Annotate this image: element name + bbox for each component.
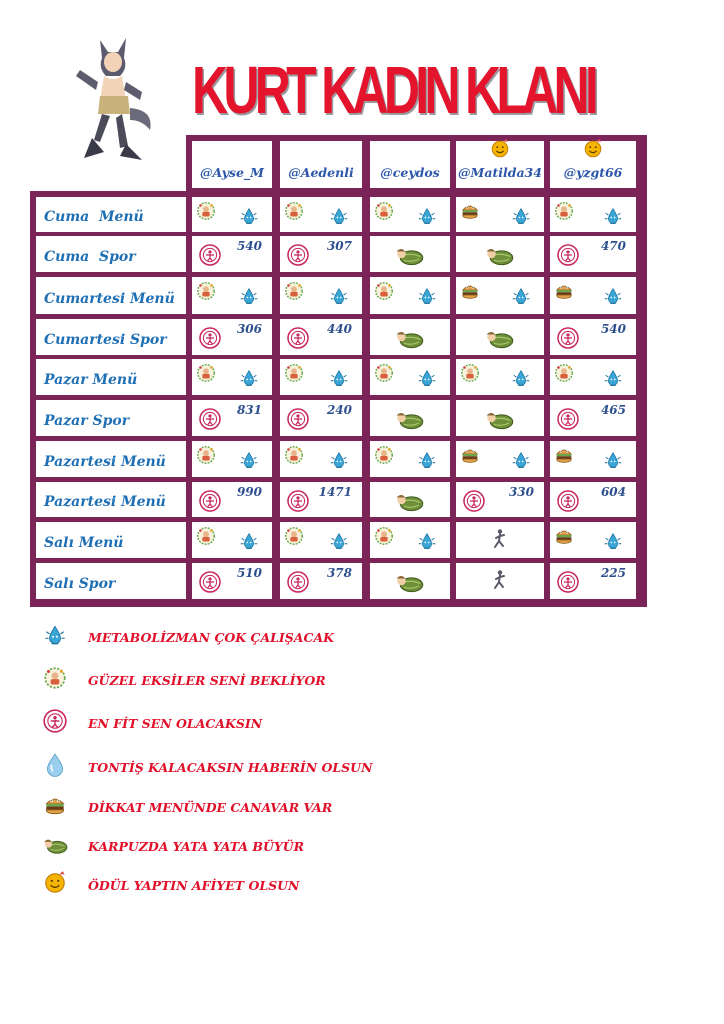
row-label-text: Cuma Menü (44, 209, 144, 225)
water-drop-icon (510, 205, 532, 227)
veggie-plate-icon (195, 525, 217, 547)
veggie-plate-icon (195, 280, 217, 302)
veggie-plate-icon (373, 280, 395, 302)
score-value: 604 (600, 485, 626, 499)
score-value: 540 (236, 239, 262, 253)
veggie-plate-icon (195, 200, 217, 222)
water-drop-icon (416, 367, 438, 389)
burger-monster-icon (459, 280, 481, 302)
table-cell (280, 197, 362, 232)
water-drop-icon (238, 530, 260, 552)
running-figure-icon (488, 527, 512, 551)
burger-monster-icon (42, 792, 68, 818)
table-cell (370, 319, 450, 355)
veggie-plate-icon (195, 362, 217, 384)
table-cell (192, 236, 272, 272)
veggie-plate-icon (195, 444, 217, 466)
legend-text: DİKKAT MENÜNDE CANAVAR VAR (88, 800, 333, 815)
table-cell (456, 236, 544, 272)
veggie-plate-icon (373, 362, 395, 384)
row-label-text: Pazar Spor (44, 413, 130, 429)
table-cell (456, 441, 544, 477)
score-value: 440 (326, 322, 352, 336)
row-label-text: Salı Spor (44, 576, 116, 592)
fitness-stamp-icon (556, 326, 580, 350)
table-cell (280, 319, 362, 355)
sleeping-melon-icon (394, 485, 424, 515)
table-cell (370, 277, 450, 314)
burger-monster-icon (459, 444, 481, 466)
table-cell (550, 236, 636, 272)
table-cell (456, 319, 544, 355)
score-value: 990 (236, 485, 262, 499)
member-name: @ceydos (380, 165, 440, 180)
score-value: 465 (600, 403, 626, 417)
award-icon (489, 138, 511, 160)
table-cell (550, 319, 636, 355)
row-label-text: Cuma Spor (44, 249, 136, 265)
veggie-plate-icon (283, 525, 305, 547)
water-drop-icon (510, 367, 532, 389)
water-drop-icon (510, 449, 532, 471)
veggie-plate-icon (283, 444, 305, 466)
water-drop-icon (328, 205, 350, 227)
table-cell (550, 522, 636, 558)
table-cell (550, 277, 636, 314)
burger-monster-icon (553, 280, 575, 302)
veggie-plate-icon (42, 665, 68, 691)
row-label (36, 197, 186, 232)
water-drop-icon (238, 205, 260, 227)
row-label (36, 236, 186, 272)
score-value: 831 (236, 403, 262, 417)
award-icon (582, 138, 604, 160)
row-label (36, 359, 186, 395)
table-cell (280, 522, 362, 558)
row-label (36, 441, 186, 477)
water-drop-icon (328, 285, 350, 307)
award-icon (42, 870, 68, 896)
table-cell (370, 236, 450, 272)
row-label-text: Pazar Menü (44, 372, 138, 388)
table-cell (192, 277, 272, 314)
legend-text: TONTİŞ KALACAKSIN HABERİN OLSUN (88, 760, 373, 775)
score-value: 306 (236, 322, 262, 336)
water-drop-icon (416, 530, 438, 552)
legend-text: EN FİT SEN OLACAKSIN (88, 716, 263, 731)
table-cell (456, 197, 544, 232)
score-value: 470 (600, 239, 626, 253)
sleeping-melon-icon (394, 403, 424, 433)
fitness-stamp-icon (198, 489, 222, 513)
burger-monster-icon (553, 525, 575, 547)
sleeping-melon-icon (394, 239, 424, 269)
table-cell (550, 441, 636, 477)
fitness-stamp-icon (198, 326, 222, 350)
wolf-girl-mascot (70, 30, 160, 170)
veggie-plate-icon (553, 200, 575, 222)
fitness-stamp-icon (462, 489, 486, 513)
table-cell (280, 236, 362, 272)
fitness-stamp-icon (286, 407, 310, 431)
fitness-stamp-icon (286, 489, 310, 513)
member-header (370, 141, 450, 188)
member-name: @Aedenli (288, 165, 354, 180)
score-value: 240 (326, 403, 352, 417)
row-label-text: Pazartesi Menü (44, 494, 166, 510)
water-drop-icon (602, 530, 624, 552)
burger-monster-icon (459, 200, 481, 222)
water-drop-icon (328, 449, 350, 471)
row-label (36, 482, 186, 517)
table-cell (280, 563, 362, 599)
water-drop-icon (238, 367, 260, 389)
sleeping-melon-icon (484, 322, 514, 352)
table-cell (192, 400, 272, 436)
table-cell (550, 359, 636, 395)
fitness-stamp-icon (556, 570, 580, 594)
table-cell (550, 400, 636, 436)
veggie-plate-icon (283, 362, 305, 384)
fitness-stamp-icon (42, 708, 68, 734)
table-cell (192, 522, 272, 558)
table-cell (370, 441, 450, 477)
table-cell (370, 400, 450, 436)
member-header (192, 141, 272, 188)
score-value: 1471 (318, 485, 352, 499)
veggie-plate-icon (373, 444, 395, 466)
member-name: @Matilda34 (458, 165, 542, 180)
water-drop-icon (42, 622, 68, 648)
water-drop-icon (510, 285, 532, 307)
row-label (36, 563, 186, 599)
fitness-stamp-icon (556, 243, 580, 267)
score-value: 330 (508, 485, 534, 499)
member-name: @yzgt66 (563, 165, 623, 180)
veggie-plate-icon (373, 200, 395, 222)
legend-text: GÜZEL EKSİLER SENİ BEKLİYOR (88, 673, 326, 688)
table-cell (456, 277, 544, 314)
table-cell (370, 359, 450, 395)
table-cell (280, 359, 362, 395)
water-drop-icon (602, 285, 624, 307)
row-label-text: Cumartesi Menü (44, 291, 175, 307)
table-cell (192, 197, 272, 232)
veggie-plate-icon (283, 280, 305, 302)
water-drop-icon (238, 285, 260, 307)
table-cell (192, 319, 272, 355)
veggie-plate-icon (553, 362, 575, 384)
legend-text: KARPUZDA YATA YATA BÜYÜR (88, 839, 305, 854)
water-drop-icon (602, 367, 624, 389)
water-drop-icon (602, 205, 624, 227)
sleeping-melon-icon (484, 239, 514, 269)
row-label (36, 400, 186, 436)
water-drop-icon (416, 285, 438, 307)
row-label (36, 522, 186, 558)
row-label (36, 319, 186, 355)
fitness-stamp-icon (198, 570, 222, 594)
fitness-stamp-icon (556, 489, 580, 513)
veggie-plate-icon (373, 525, 395, 547)
table-cell (370, 563, 450, 599)
table-cell (280, 400, 362, 436)
water-drop-icon (602, 449, 624, 471)
veggie-plate-icon (283, 200, 305, 222)
legend-text: ÖDÜL YAPTIN AFİYET OLSUN (88, 878, 300, 893)
fitness-stamp-icon (198, 243, 222, 267)
fitness-stamp-icon (556, 407, 580, 431)
row-label-text: Cumartesi Spor (44, 332, 167, 348)
score-value: 378 (326, 566, 352, 580)
veggie-plate-icon (459, 362, 481, 384)
score-value: 510 (236, 566, 262, 580)
sleeping-melon-icon (484, 403, 514, 433)
table-cell (280, 277, 362, 314)
water-drop-icon (416, 205, 438, 227)
score-value: 307 (326, 239, 352, 253)
row-label-text: Salı Menü (44, 535, 124, 551)
water-drop-icon (416, 449, 438, 471)
water-drop-icon (238, 449, 260, 471)
table-cell (280, 441, 362, 477)
burger-monster-icon (553, 444, 575, 466)
table-cell (192, 359, 272, 395)
table-cell (550, 197, 636, 232)
row-label-text: Pazartesi Menü (44, 454, 166, 470)
score-value: 225 (600, 566, 626, 580)
water-drop-icon (328, 530, 350, 552)
big-drop-icon (42, 752, 68, 778)
fitness-stamp-icon (286, 243, 310, 267)
table-cell (456, 359, 544, 395)
member-name: @Ayse_M (199, 165, 265, 180)
fitness-stamp-icon (198, 407, 222, 431)
table-cell (550, 563, 636, 599)
legend-text: METABOLİZMAN ÇOK ÇALIŞACAK (88, 630, 335, 645)
table-cell (550, 482, 636, 517)
table-cell (370, 197, 450, 232)
table-cell (456, 400, 544, 436)
fitness-stamp-icon (286, 326, 310, 350)
table-cell (192, 441, 272, 477)
sleeping-melon-icon (394, 566, 424, 596)
water-drop-icon (328, 367, 350, 389)
table-cell (456, 563, 544, 599)
table-cell (456, 522, 544, 558)
page-title: KURT KADIN KLANI (192, 52, 595, 128)
table-cell (456, 482, 544, 517)
row-label (36, 277, 186, 314)
table-cell (192, 563, 272, 599)
fitness-stamp-icon (286, 570, 310, 594)
score-value: 540 (600, 322, 626, 336)
sleeping-melon-icon (394, 322, 424, 352)
member-header (280, 141, 362, 188)
table-cell (370, 482, 450, 517)
table-cell (192, 482, 272, 517)
running-figure-icon (488, 568, 512, 592)
sleeping-melon-icon (42, 831, 68, 857)
table-cell (370, 522, 450, 558)
table-cell (280, 482, 362, 517)
